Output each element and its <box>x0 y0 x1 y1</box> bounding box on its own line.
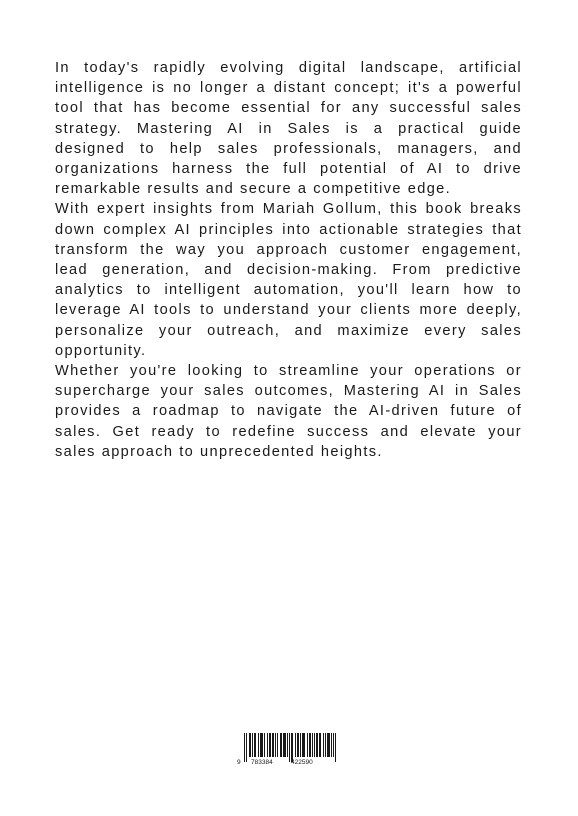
barcode-bar <box>285 733 286 757</box>
barcode-bar <box>309 733 310 757</box>
barcode-left-digits: 783384 <box>251 759 273 766</box>
barcode-bar <box>335 733 336 762</box>
barcode-bar <box>244 733 245 762</box>
barcode-bar <box>329 733 330 757</box>
barcode-bar <box>320 733 321 757</box>
barcode-bar <box>287 733 288 757</box>
book-description <box>55 58 522 462</box>
barcode-bar <box>273 733 274 757</box>
barcode-bar <box>261 733 262 757</box>
barcode-bar <box>295 733 296 757</box>
barcode-bars <box>244 733 336 762</box>
barcode-bar <box>289 733 290 762</box>
barcode-graphic <box>236 733 340 769</box>
barcode-bar <box>327 733 328 757</box>
barcode-bar <box>281 733 282 757</box>
barcode-bar <box>304 733 305 757</box>
barcode-bar <box>298 733 299 757</box>
barcode-bar <box>323 733 324 757</box>
barcode-bar <box>291 733 292 762</box>
barcode-bar <box>277 733 278 757</box>
barcode-bar <box>297 733 298 757</box>
barcode-bar <box>250 733 251 757</box>
barcode-bar <box>270 733 271 757</box>
description-paragraph-3: Whether you're looking to streamline your operations or supercharge your sales outcomes, Mastering AI in Sales provides a roadmap to navigate the AI-driven future of sales. Get ready to redefine success and elevate your sales approach to unprecedented heights. <box>55 363 522 460</box>
barcode-bar <box>328 733 329 757</box>
barcode-bar <box>312 733 313 757</box>
barcode-bar <box>300 733 301 757</box>
barcode-bar <box>272 733 273 757</box>
barcode-bar <box>333 733 334 757</box>
barcode-right-digits: 422590 <box>291 759 313 766</box>
barcode-bar <box>283 733 284 757</box>
isbn-barcode <box>236 733 340 769</box>
barcode-bar <box>252 733 253 757</box>
barcode-bar <box>275 733 276 757</box>
barcode-bar <box>317 733 318 757</box>
barcode-bar <box>249 733 250 757</box>
barcode-bar <box>325 733 326 757</box>
barcode-bar <box>310 733 311 757</box>
barcode-lead-digit: 9 <box>237 759 241 766</box>
barcode-bar <box>262 733 263 757</box>
barcode-bar <box>258 733 259 757</box>
barcode-bar <box>246 733 247 762</box>
barcode-bar <box>254 733 255 757</box>
barcode-bar <box>260 733 261 757</box>
barcode-bar <box>292 733 293 762</box>
barcode-bar <box>314 733 315 757</box>
barcode-bar <box>280 733 281 757</box>
barcode-bar <box>303 733 304 757</box>
barcode-bar <box>316 733 317 757</box>
barcode-bar <box>269 733 270 757</box>
barcode-bar <box>284 733 285 757</box>
description-paragraph-2: With expert insights from Mariah Gollum, this book breaks down complex AI principles into actionable strategies that transform the way you approach customer engagement, lead generation, and decision-making. From predictive analytics to intelligent automation, you'll learn how to leverage AI tools to understand your clients more deeply, personalize your outreach, and maximize every sales opportunity. <box>55 201 522 359</box>
barcode-bar <box>255 733 256 757</box>
barcode-bar <box>264 733 265 757</box>
barcode-bar <box>267 733 268 757</box>
barcode-bar <box>331 733 332 757</box>
barcode-bar <box>319 733 320 757</box>
description-paragraph-1: In today's rapidly evolving digital landscape, artificial intelligence is no longer a distant concept; it's a powerful tool that has become essential for any successful sales strategy. Mastering AI in Sales is a practical guide designed to help sales professionals, managers, and organizations harness the full potential of AI to drive remarkable results and secure a competitive edge. <box>55 60 522 198</box>
barcode-bar <box>307 733 308 757</box>
barcode-bar <box>302 733 303 757</box>
